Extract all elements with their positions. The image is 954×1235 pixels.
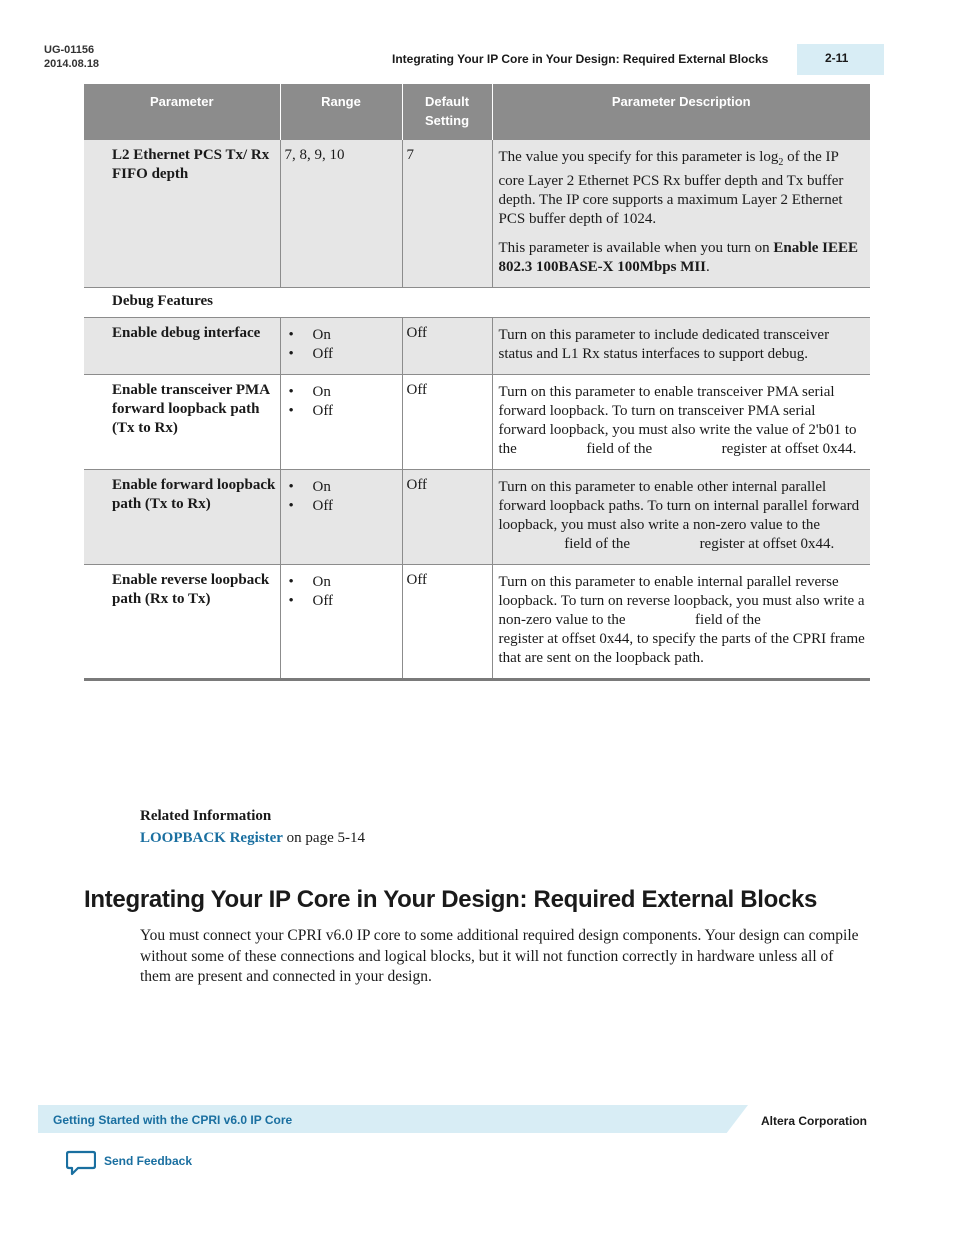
range-option: • Off	[289, 497, 398, 516]
range-option: • Off	[289, 592, 398, 611]
desc-bold-text: Enable IEEE 802.3 100BASE-X 100Mbps MII	[498, 240, 859, 275]
section-label: Debug Features	[84, 288, 870, 318]
footer-company: Altera Corporation	[761, 1114, 868, 1128]
desc-text: field of the	[691, 612, 765, 628]
send-feedback-link[interactable]: Send Feedback	[104, 1154, 193, 1168]
parameter-default: Off	[402, 318, 492, 375]
table-row	[84, 470, 870, 565]
parameter-name: Enable transceiver PMA forward loopback path (Tx to Rx)	[84, 375, 280, 470]
desc-text: field of the	[582, 441, 656, 457]
range-option: • On	[289, 573, 398, 592]
related-info-heading: Related Information	[140, 808, 272, 824]
column-header: Default Setting	[402, 84, 492, 140]
parameter-description	[492, 565, 870, 680]
desc-text: Turn on this parameter to enable internal parallel reverse loopback. To turn on reverse loopback, you must also write a non-zero value to the	[498, 574, 865, 628]
loopback-register-link[interactable]: LOOPBACK Register	[140, 830, 283, 846]
parameter-range	[280, 318, 402, 375]
section-title: Integrating Your IP Core in Your Design: Required External Blocks	[84, 886, 818, 913]
desc-text: register at offset 0x44.	[695, 536, 835, 552]
footer-doc-title[interactable]: Getting Started with the CPRI v6.0 IP Core	[53, 1113, 293, 1127]
range-option: • On	[289, 478, 398, 497]
doc-date: 2014.08.18	[44, 58, 100, 70]
desc-text: This parameter is available when you turn on	[498, 240, 774, 256]
related-info-line	[140, 830, 365, 847]
parameter-description	[492, 375, 870, 470]
parameter-description	[492, 140, 870, 288]
parameter-range	[280, 375, 402, 470]
parameter-range: 7, 8, 9, 10	[280, 140, 402, 288]
parameter-name: Enable reverse loopback path (Rx to Tx)	[84, 565, 280, 680]
parameter-default: Off	[402, 375, 492, 470]
column-header: Range	[280, 84, 402, 140]
table-row	[84, 140, 870, 288]
doc-id: UG-01156	[44, 44, 95, 56]
running-title: Integrating Your IP Core in Your Design: Required External Blocks	[392, 52, 769, 66]
parameter-description	[492, 470, 870, 565]
parameter-default: Off	[402, 470, 492, 565]
table-header-row	[84, 84, 870, 140]
parameter-default: 7	[402, 140, 492, 288]
table-row	[84, 318, 870, 375]
parameter-name: Enable debug interface	[84, 318, 280, 375]
parameter-table	[84, 84, 870, 681]
table-section-row	[84, 288, 870, 318]
parameter-range	[280, 565, 402, 680]
desc-text: The value you specify for this parameter is log	[498, 149, 779, 165]
desc-text: of the IP core Layer 2 Ethernet PCS Rx buffer depth and Tx buffer depth. The IP core supports a maximum Layer 2 Ethernet PCS buffer depth of 1024.	[498, 149, 844, 227]
doc-id-block	[44, 43, 99, 71]
section-body: You must connect your CPRI v6.0 IP core to some additional required design components. Your design can compile without some of these connections and logical blocks, but it will not function correctly in hardware unless all of them are present and connected in your design.	[140, 927, 859, 985]
table-row	[84, 375, 870, 470]
desc-subscript: 2	[778, 157, 784, 168]
desc-text: Turn on this parameter to enable transceiver PMA serial forward loopback. To turn on transceiver PMA serial forward loopback, you must also write the value of 2'b01 to the	[498, 384, 857, 457]
column-header: Parameter Description	[492, 84, 870, 140]
parameter-description: Turn on this parameter to include dedicated transceiver status and L1 Rx status interfaces to support debug.	[492, 318, 870, 375]
desc-text: Turn on this parameter to enable other internal parallel forward loopback paths. To turn on internal parallel forward loopback, you must also write a non-zero value to the	[498, 479, 860, 533]
range-option: • Off	[289, 402, 398, 421]
parameter-range	[280, 470, 402, 565]
range-option: • Off	[289, 345, 398, 364]
range-option: • On	[289, 383, 398, 402]
parameter-name: Enable forward loopback path (Tx to Rx)	[84, 470, 280, 565]
table-row	[84, 565, 870, 680]
desc-text: field of the	[560, 536, 634, 552]
desc-text: register at offset 0x44.	[717, 441, 857, 457]
feedback-speech-bubble-icon[interactable]	[66, 1150, 96, 1176]
parameter-name: L2 Ethernet PCS Tx/ Rx FIFO depth	[84, 140, 280, 288]
related-link-suffix: on page 5-14	[282, 830, 365, 846]
desc-text: .	[706, 259, 710, 275]
page-number: 2-11	[797, 44, 884, 75]
parameter-default: Off	[402, 565, 492, 680]
range-option: • On	[289, 326, 398, 345]
column-header: Parameter	[84, 84, 280, 140]
desc-text: register at offset 0x44, to specify the parts of the CPRI frame that are sent on the loopback path.	[498, 631, 865, 666]
